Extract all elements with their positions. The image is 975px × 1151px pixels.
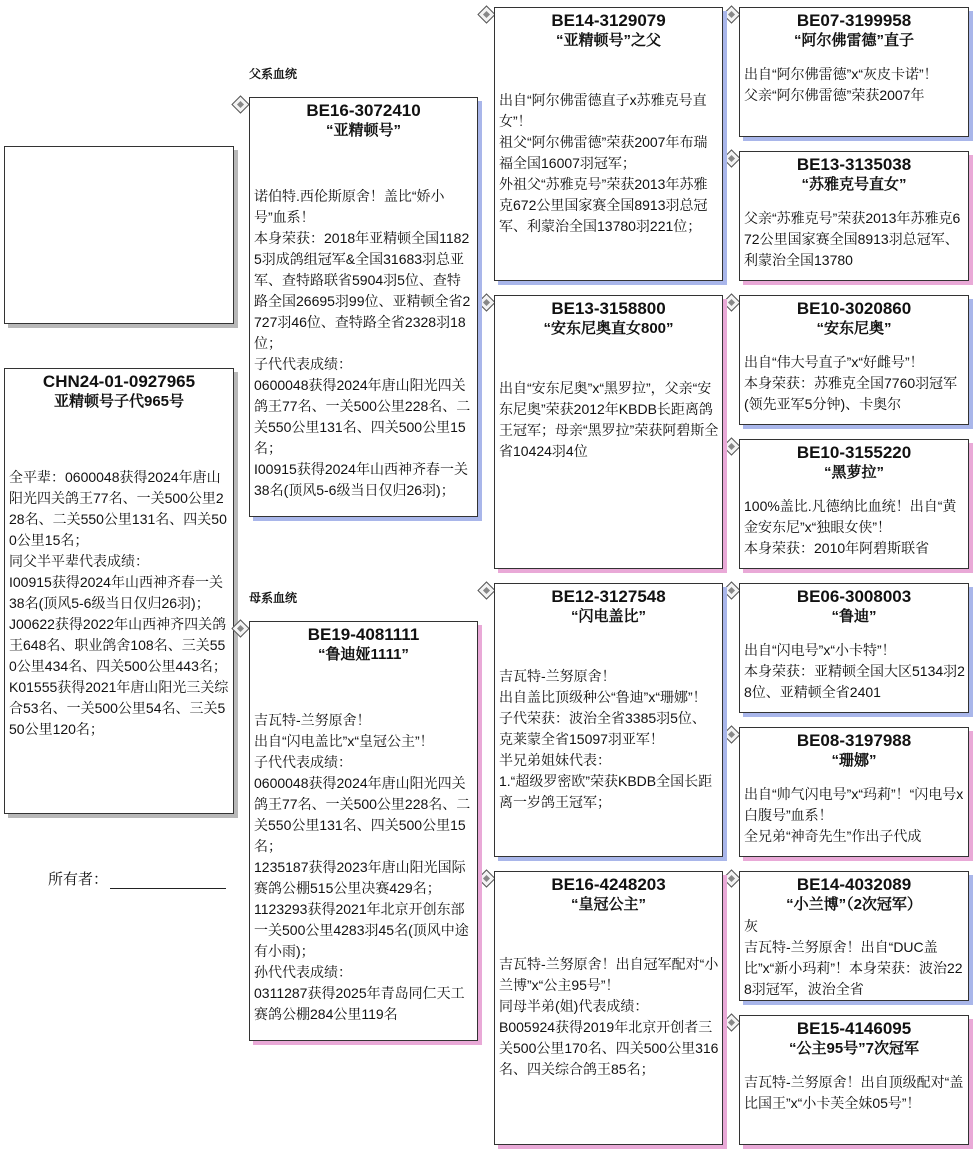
sds-ring: BE10-3020860 bbox=[796, 299, 912, 318]
dd-name: “皇冠公主” bbox=[570, 896, 646, 913]
ddd-desc: 吉瓦特-兰努原舍！出自顶级配对“盖比国王”x“小卡芙全妹05号”！ bbox=[744, 1074, 964, 1111]
dam-line-label: 母系血统 bbox=[249, 591, 298, 605]
sire-desc: 诺伯特.西伦斯原舍！盖比“娇小号”血系！ 本身荣获：2018年亚精顿全国11825羽成鸽组冠军&全国31683羽总亚军、查特路联省5904羽5位、查特路全国26695羽99位、亚精顿全省2727羽46位、查特路全省2328羽18位； 子代代表成绩： 0600048获得2024年唐山阳光四关鸽王77名、一关500公里228名、二关550公里131名、四关500公里15名； I00915获得2024年山西神齐春一关38名(顶风5-6级当日仅归26羽)； bbox=[254, 188, 471, 498]
ss-card[interactable] bbox=[494, 7, 723, 281]
dam-desc: 吉瓦特-兰努原舍！ 出自“闪电盖比”x“皇冠公主”！ 子代代表成绩： 0600048获得2024年唐山阳光四关鸽王77名、一关500公里228名、二关550公里131名、四关500公里15名； 1235187获得2023年唐山阳光国际赛鸽公棚515公里决赛429名； 1123293获得2021年北京开创东部一关500公里4283羽45名(顶风中途有小雨)； 孙代代表成绩： 0311287获得2025年青岛同仁天工赛鸽公棚284公里119名 bbox=[254, 712, 471, 1022]
dam-ring: BE19-4081111 bbox=[307, 625, 420, 644]
sdd-card[interactable] bbox=[739, 439, 969, 569]
ddd-name: “公主95号”7次冠军 bbox=[788, 1040, 920, 1057]
sire-ring: BE16-3072410 bbox=[306, 101, 421, 120]
ss-desc: 出自“阿尔佛雷德直子x苏雅克号直女”！ 祖父“阿尔佛雷德”荣获2007年布瑞福全国16007羽冠军； 外祖父“苏雅克号”荣获2013年苏雅克672公里国家赛全国8913羽总冠军、利蒙治全国13780羽221位； bbox=[499, 92, 708, 234]
ddd-ring: BE15-4146095 bbox=[796, 1019, 912, 1038]
dss-desc: 出自“闪电号”x“小卡特”！ 本身荣获：亚精顿全国大区5134羽28位、亚精顿全省2401 bbox=[744, 642, 965, 700]
edit-pen-icon[interactable] bbox=[722, 293, 740, 311]
sds-card[interactable] bbox=[739, 295, 969, 425]
ds-desc: 吉瓦特-兰努原舍！ 出自盖比顶级种公“鲁迪”x“珊娜”！ 子代荣获：波治全省3385羽5位、克莱蒙全省15097羽亚军！ 半兄弟姐妹代表： 1.“超级罗密欧”荣获KBDB全国长距离一岁鸽王冠军； bbox=[499, 668, 713, 810]
photo-frame bbox=[4, 146, 234, 324]
sds-desc: 出自“伟大号直子”x“好雌号”！ 本身荣获：苏雅克全国7760羽冠军(领先亚军5分钟)、卡奥尔 bbox=[744, 354, 958, 412]
subject-card[interactable] bbox=[4, 368, 234, 814]
sd-ring: BE13-3158800 bbox=[551, 299, 666, 318]
sd-card[interactable] bbox=[494, 295, 723, 569]
dds-name: “小兰博”（2次冠军） bbox=[786, 896, 922, 913]
edit-pen-icon[interactable] bbox=[477, 5, 495, 23]
edit-pen-icon[interactable] bbox=[722, 149, 740, 167]
dd-ring: BE16-4248203 bbox=[551, 875, 666, 894]
dsd-desc: 出自“帅气闪电号”x“玛莉”！“闪电号x白腹号”血系！ 全兄弟“神奇先生”作出子代成 bbox=[744, 786, 964, 844]
sd-desc: 出自“安东尼奥”x“黑罗拉”，父亲“安东尼奥”荣获2012年KBDB长距离鸽王冠军；母亲“黑罗拉”荣获阿碧斯全省10424羽4位 bbox=[499, 380, 719, 459]
sss-name: “阿尔佛雷德”直子 bbox=[793, 32, 914, 49]
subject-name: 亚精顿号子代965号 bbox=[53, 393, 185, 410]
ssd-desc: 父亲“苏雅克号”荣获2013年苏雅克672公里国家赛全国8913羽总冠军、利蒙治全国13780 bbox=[744, 210, 961, 268]
dss-name: “鲁迪” bbox=[831, 608, 877, 625]
dds-desc: 灰 吉瓦特-兰努原舍！出自“DUC盖比”x“新小玛莉”！本身荣获：波治228羽冠军，波治全省 bbox=[744, 918, 963, 997]
dd-card[interactable] bbox=[494, 871, 723, 1145]
sire-line-label: 父系血统 bbox=[249, 67, 298, 81]
ds-name: “闪电盖比” bbox=[570, 608, 646, 625]
ss-ring: BE14-3129079 bbox=[551, 11, 666, 30]
edit-pen-icon[interactable] bbox=[722, 869, 740, 887]
edit-pen-icon[interactable] bbox=[722, 437, 740, 455]
ssd-card[interactable] bbox=[739, 151, 969, 281]
dsd-name: “珊娜” bbox=[831, 752, 877, 769]
dds-ring: BE14-4032089 bbox=[796, 875, 912, 894]
sdd-ring: BE10-3155220 bbox=[796, 443, 912, 462]
ds-ring: BE12-3127548 bbox=[551, 587, 666, 606]
dd-desc: 吉瓦特-兰努原舍！出自冠军配对“小兰博”x“公主95号”！ 同母半弟(姐)代表成绩： B005924获得2019年北京开创者三关500公里170名、四关500公里316名、四关综合鸽王85名； bbox=[499, 956, 719, 1077]
edit-pen-icon[interactable] bbox=[477, 869, 495, 887]
subject-ring: CHN24-01-0927965 bbox=[42, 372, 196, 391]
owner-line bbox=[110, 872, 226, 889]
sss-ring: BE07-3199958 bbox=[796, 11, 912, 30]
sss-desc: 出自“阿尔佛雷德”x“灰皮卡诺”！ 父亲“阿尔佛雷德”荣获2007年 bbox=[744, 66, 938, 103]
sdd-desc: 100%盖比.凡德纳比血统！出自“黄金安东尼”x“独眼女侠”！ 本身荣获：2010年阿碧斯联省 bbox=[744, 498, 957, 556]
dss-ring: BE06-3008003 bbox=[796, 587, 912, 606]
sd-name: “安东尼奥直女800” bbox=[543, 320, 674, 337]
edit-pen-icon[interactable] bbox=[477, 581, 495, 599]
edit-pen-icon[interactable] bbox=[722, 581, 740, 599]
dds-card[interactable] bbox=[739, 871, 969, 1001]
owner-label: 所有者： bbox=[48, 871, 109, 888]
edit-pen-icon[interactable] bbox=[722, 5, 740, 23]
edit-pen-icon[interactable] bbox=[231, 95, 249, 113]
sdd-name: “黑萝拉” bbox=[823, 464, 884, 481]
sire-card[interactable] bbox=[249, 97, 478, 517]
sire-name: “亚精顿号” bbox=[325, 122, 401, 139]
dam-card[interactable] bbox=[249, 621, 478, 1041]
ds-card[interactable] bbox=[494, 583, 723, 857]
ssd-ring: BE13-3135038 bbox=[796, 155, 912, 174]
dss-card[interactable] bbox=[739, 583, 969, 713]
dsd-ring: BE08-3197988 bbox=[796, 731, 912, 750]
ssd-name: “苏雅克号直女” bbox=[801, 176, 907, 193]
subject-desc: 全平辈：0600048获得2024年唐山阳光四关鸽王77名、一关500公里228名、二关550公里131名、四关500公里15名； 同父半平辈代表成绩： I00915获得2024年山西神齐春一关38名(顶风5-6级当日仅归26羽)； J00622获得2022年山西神齐四关鸽王648名、职业鸽舍108名、三关550公里434名、四关500公里443名； K01555获得2021年唐山阳光三关综合53名、一关500公里54名、三关550公里120名； bbox=[9, 469, 229, 737]
dam-name: “鲁迪娅1111” bbox=[318, 646, 409, 663]
ddd-card[interactable] bbox=[739, 1015, 969, 1145]
dsd-card[interactable] bbox=[739, 727, 969, 857]
edit-pen-icon[interactable] bbox=[722, 1013, 740, 1031]
ss-name: “亚精顿号”之父 bbox=[555, 32, 661, 49]
sds-name: “安东尼奥” bbox=[816, 320, 892, 337]
edit-pen-icon[interactable] bbox=[231, 619, 249, 637]
owner-field[interactable] bbox=[48, 868, 226, 889]
edit-pen-icon[interactable] bbox=[477, 293, 495, 311]
edit-pen-icon[interactable] bbox=[722, 725, 740, 743]
sss-card[interactable] bbox=[739, 7, 969, 137]
